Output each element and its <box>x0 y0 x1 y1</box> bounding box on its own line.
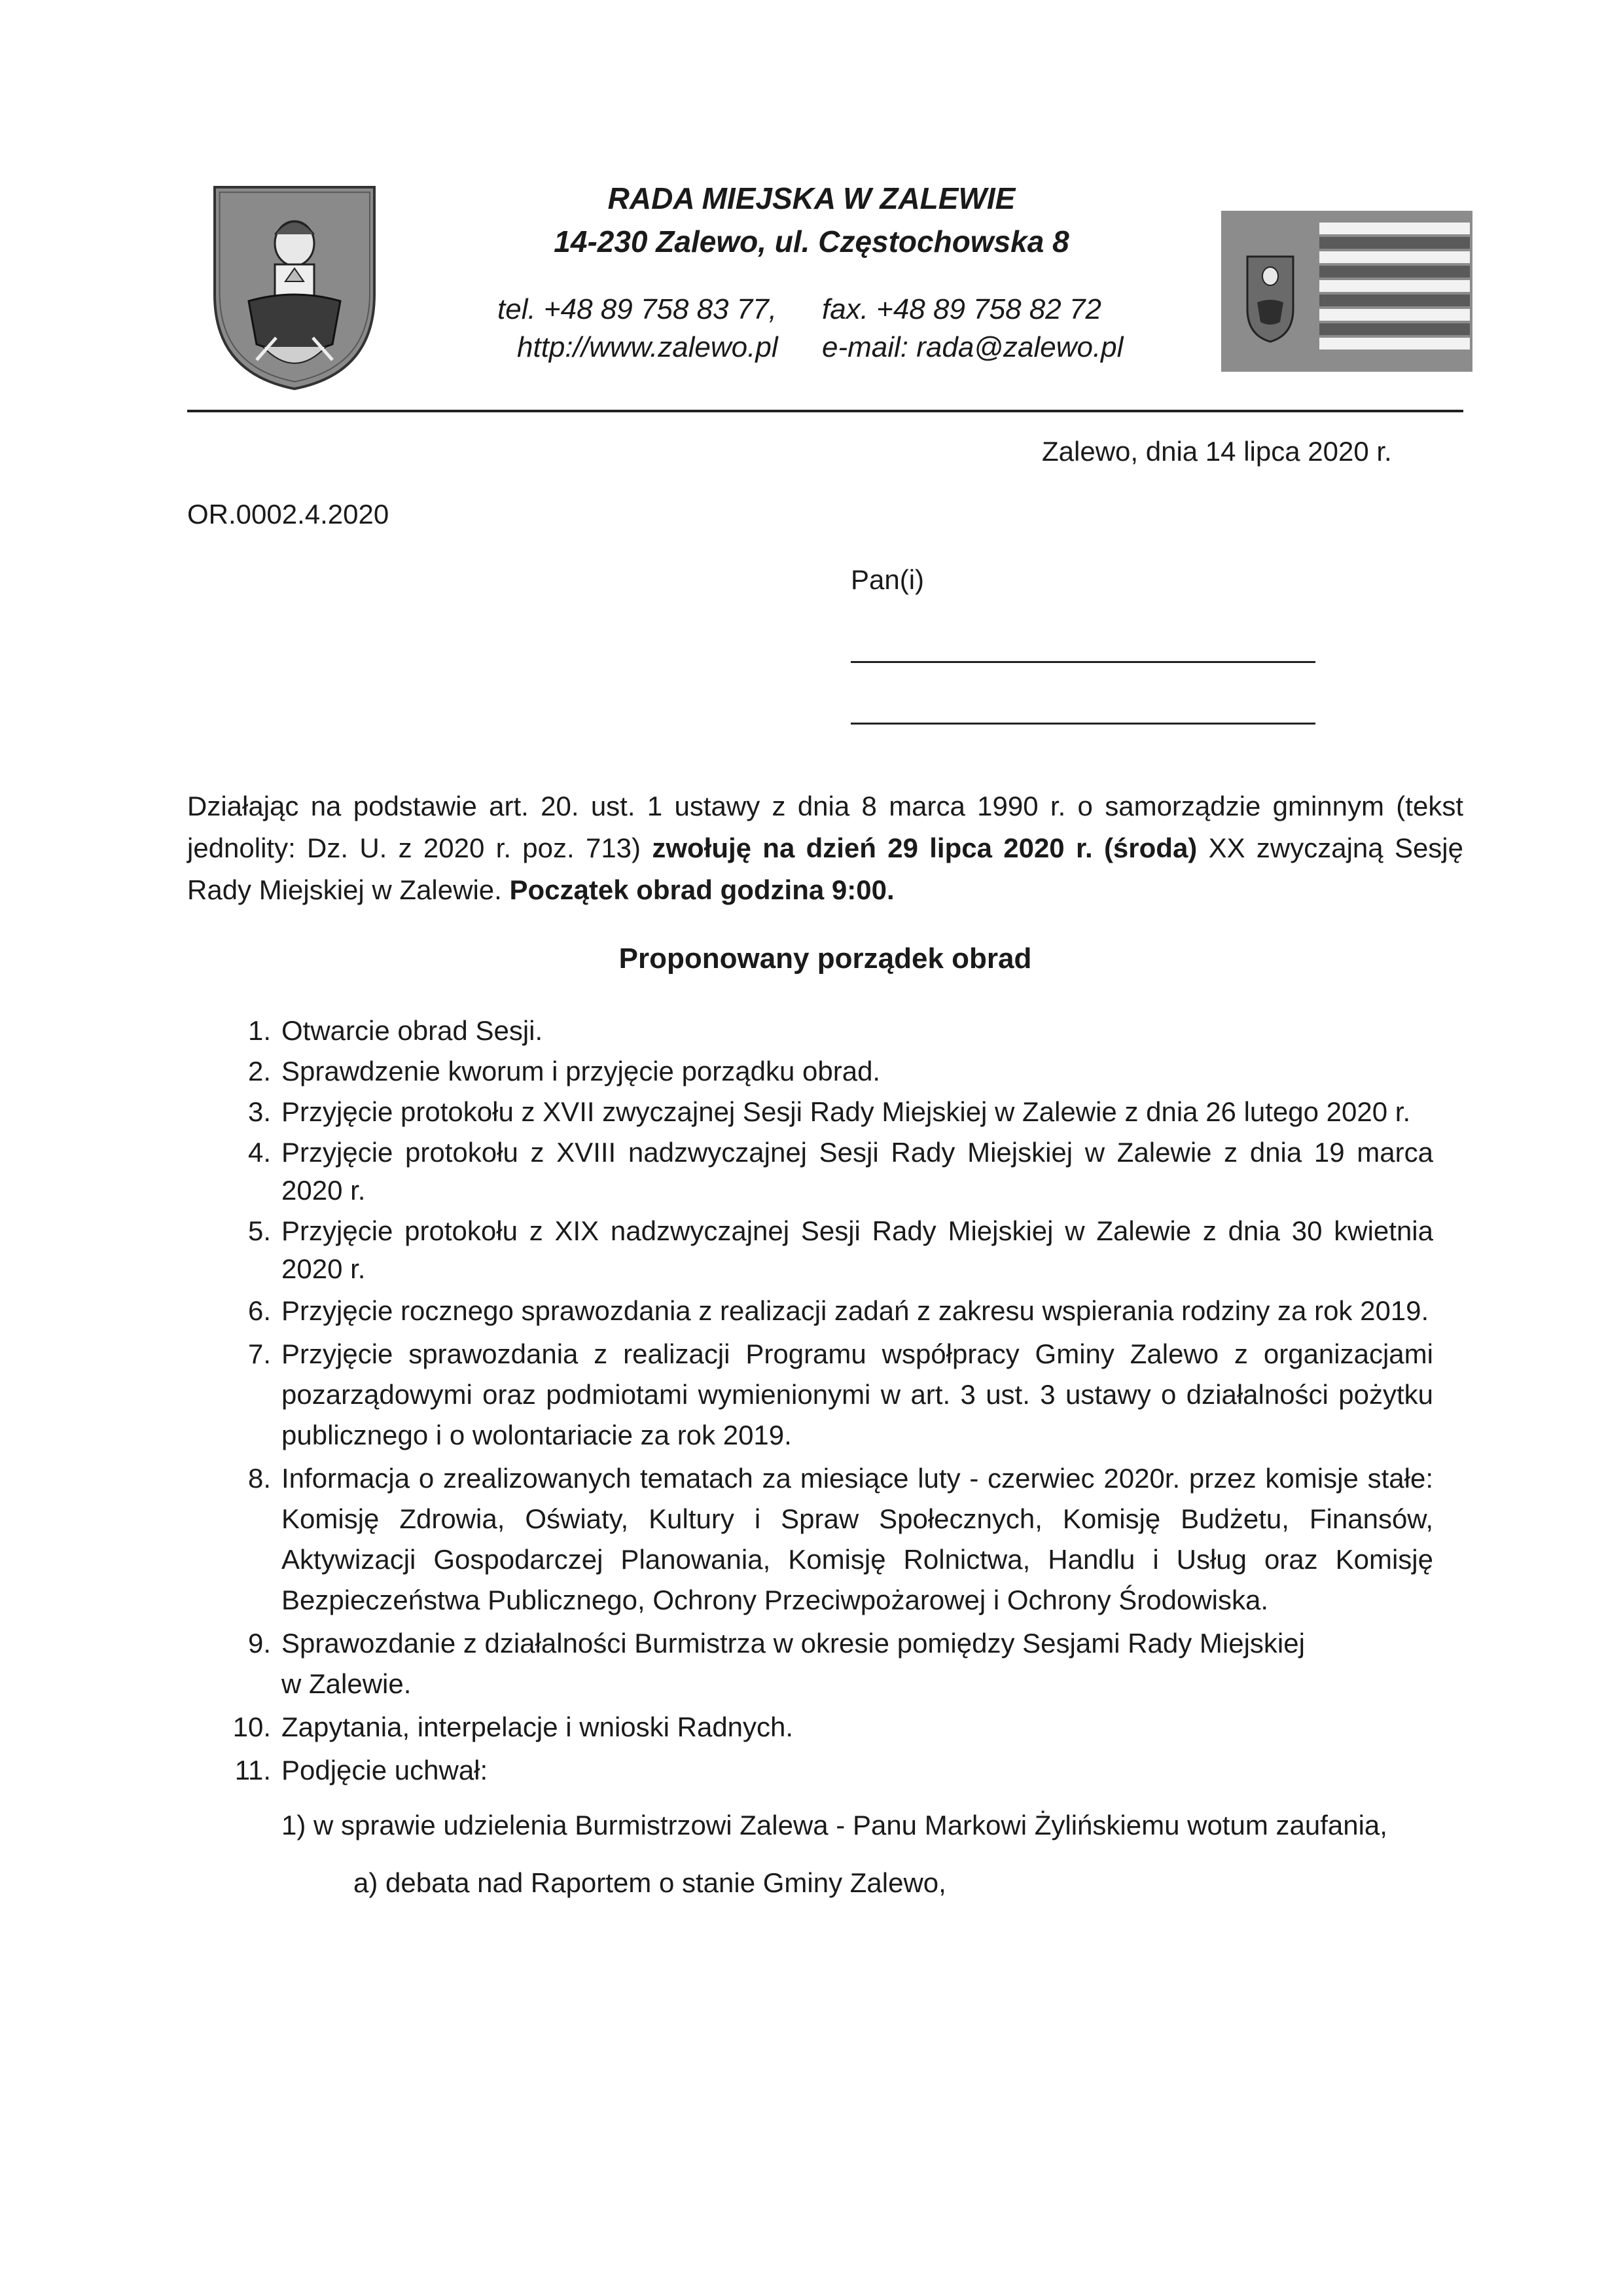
agenda-item: 7. Przyjęcie sprawozdania z realizacji Programu współpracy Gminy Zalewo z organizacjami pozarządowymi oraz podmiotami wymienionymi w art. 3 ust. 3 ustawy o działalności pożytku publicznego i o wolontariacie za rok 2019. <box>247 1338 1433 1450</box>
org-name: RADA MIEJSKA W ZALEWIE <box>607 181 1016 215</box>
agenda-item: 6. Przyjęcie rocznego sprawozdania z realizacji zadań z zakresu wspierania rodziny za rok 2019. <box>247 1295 1429 1326</box>
agenda-subitem: 1) w sprawie udzielenia Burmistrzowi Zalewa - Panu Markowi Żylińskiemu wotum zaufania, <box>281 1810 1387 1840</box>
agenda-item: 4. Przyjęcie protokołu z XVIII nadzwyczajnej Sesji Rady Miejskiej w Zalewie z dnia 19 marca 2020 r. <box>247 1137 1433 1206</box>
agenda-item: 11. Podjęcie uchwał: 1) w sprawie udzielenia Burmistrzowi Zalewa - Panu Markowi Żylińskiemu wotum zaufania, a) debata nad Raportem o stanie Gminy Zalewo, <box>281 1750 1433 1903</box>
intro-text-1: Działając na podstawie art. 20. ust. 1 ustawy z dnia 8 marca 1990 r. o samorządzie gminnym (tekst jednolity: Dz. U. z 2020 r. poz. 713) <box>187 791 1463 863</box>
agenda-title: Proponowany porządek obrad <box>618 942 1032 975</box>
email-link[interactable]: e-mail: rada@zalewo.pl <box>822 331 1124 363</box>
addressee-line-2[interactable] <box>851 723 1315 725</box>
website-link[interactable]: http://www.zalewo.pl <box>517 331 778 363</box>
agenda-item: 2. Sprawdzenie kworum i przyjęcie porządku obrad. <box>247 1056 881 1086</box>
agenda-item: 1. Otwarcie obrad Sesji. <box>247 1015 543 1046</box>
municipal-flag-icon <box>1221 211 1472 372</box>
addressee-line-1[interactable] <box>851 661 1315 663</box>
document-date: Zalewo, dnia 14 lipca 2020 r. <box>1042 436 1392 467</box>
addressee-label: Pan(i) <box>851 564 925 595</box>
intro-bold-convocation: zwołuję na dzień 29 lipca 2020 r. (środa) <box>652 833 1198 863</box>
intro-text-2: XX zwyczajną Sesję Rady Miejskiej w Zalewie. <box>187 833 1464 905</box>
agenda-item: 3. Przyjęcie protokołu z XVII zwyczajnej Sesji Rady Miejskiej w Zalewie z dnia 26 lutego 2020 r. <box>247 1096 1411 1127</box>
agenda-list <box>232 1012 1433 1906</box>
agenda-item: 9. Sprawozdanie z działalności Burmistrza w okresie pomiędzy Sesjami Rady Miejskiej w Zalewie. <box>247 1628 1305 1699</box>
coat-of-arms-icon <box>211 183 378 391</box>
org-address: 14-230 Zalewo, ul. Częstochowska 8 <box>554 224 1069 259</box>
intro-bold-start-time: Początek obrad godzina 9:00. <box>509 874 895 905</box>
reference-number: OR.0002.4.2020 <box>187 499 389 529</box>
phone-number: tel. +48 89 758 83 77, <box>497 293 777 325</box>
agenda-item: 5. Przyjęcie protokołu z XIX nadzwyczajnej Sesji Rady Miejskiej w Zalewie z dnia 30 kwietnia 2020 r. <box>247 1215 1433 1284</box>
intro-paragraph <box>187 785 1463 911</box>
agenda-subsubitem: a) debata nad Raportem o stanie Gminy Zalewo, <box>353 1867 946 1898</box>
agenda-item: 8. Informacja o zrealizowanych tematach za miesiące luty - czerwiec 2020r. przez komisje stałe: Komisję Zdrowia, Oświaty, Kultury i Spraw Społecznych, Komisję Budżetu, Finansów, Aktywizacji Gospodarczej Planowania, Komisję Rolnictwa, Handlu i Usług oraz Komisję Bezpieczeństwa Publicznego, Ochrony Przeciwpożarowej i Ochrony Środowiska. <box>247 1463 1433 1615</box>
header-divider <box>187 410 1463 412</box>
agenda-item: 10. Zapytania, interpelacje i wnioski Radnych. <box>232 1712 794 1742</box>
fax-number: fax. +48 89 758 82 72 <box>822 293 1101 325</box>
